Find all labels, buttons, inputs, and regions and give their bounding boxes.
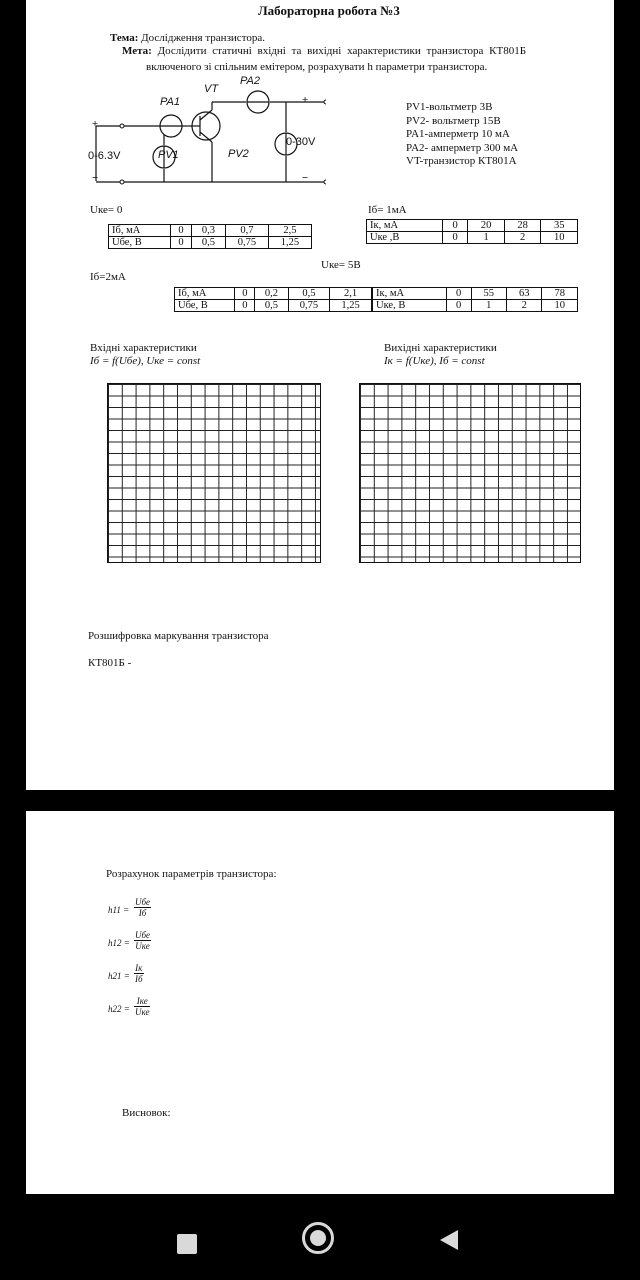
table-row — [367, 220, 578, 232]
triangle-back-icon — [432, 1224, 466, 1258]
output-table-ib2 — [372, 287, 578, 312]
decode-line: КТ801Б - — [88, 657, 132, 669]
table-cell: 0,7 — [226, 225, 269, 237]
h22-numerator: Iке — [134, 996, 150, 1007]
h21-denominator: Iб — [135, 974, 143, 984]
table-cell: 1,25 — [330, 300, 372, 312]
h11-numerator: Uбе — [135, 897, 151, 907]
table-row — [175, 288, 372, 300]
table-cell: 20 — [468, 220, 505, 232]
table-cell: Uке, В — [373, 300, 447, 312]
input-table-uke0 — [108, 224, 312, 249]
table-cell: 55 — [471, 288, 506, 300]
input-char-formula: Iб = f(Uбе), Uке = const — [90, 355, 201, 367]
table-cell: 28 — [504, 220, 541, 232]
goal-text-2: включеного зі спільним емітером, розрахувати h параметри транзистора. — [146, 61, 488, 73]
table-cell: 0 — [171, 225, 192, 237]
table-cell: 10 — [542, 300, 578, 312]
legend-item: PA1-амперметр 10 мА — [406, 128, 510, 140]
table-cell: 0 — [442, 220, 468, 232]
square-recents-icon — [177, 1234, 197, 1254]
table-cell: Uбе, В — [109, 237, 171, 249]
page-title: Лабораторна робота №3 — [258, 3, 400, 18]
table-cell: 0 — [442, 232, 468, 244]
android-navigation-bar — [0, 1194, 640, 1280]
pa2-label: PA2 — [240, 75, 260, 87]
legend-item: PA2- амперметр 300 мА — [406, 141, 519, 154]
table-row — [367, 232, 578, 244]
table-cell: 2,5 — [268, 225, 311, 237]
table-cell: 0,2 — [255, 288, 288, 300]
h11-fraction — [134, 897, 151, 918]
calc-title: Розрахунок параметрів транзистора: — [106, 868, 277, 880]
ib1-label: Іб= 1мА — [368, 204, 407, 216]
home-button[interactable] — [300, 1220, 340, 1260]
h21-numerator: Iк — [135, 963, 143, 973]
h12-lhs: h12 = — [108, 938, 130, 948]
h12-numerator: Uбе — [135, 930, 151, 940]
table-cell: Іб, мА — [175, 288, 235, 300]
table-cell: Ік, мА — [367, 220, 443, 232]
back-button[interactable] — [432, 1224, 466, 1258]
table-cell: 0 — [446, 288, 471, 300]
topic-label: Тема: — [110, 32, 139, 44]
output-characteristic-grid — [359, 383, 581, 563]
table-cell: 35 — [541, 220, 578, 232]
document-page-2 — [26, 811, 614, 1194]
table-cell: 1,25 — [268, 237, 311, 249]
plus-terminal-2: + — [302, 94, 309, 106]
goal-line-1 — [122, 45, 526, 57]
table-cell: 0,5 — [255, 300, 288, 312]
table-cell: 0,3 — [191, 225, 225, 237]
input-char-title: Вхідні характеристики — [90, 342, 197, 354]
decode-title: Розшифровка маркування транзистора — [88, 630, 269, 642]
table-cell: Uке ,В — [367, 232, 443, 244]
document-page-1 — [26, 0, 614, 790]
uke0-label: Uке= 0 — [90, 204, 123, 216]
uke5-label: Uке= 5В — [321, 259, 361, 271]
table-cell: 0,75 — [226, 237, 269, 249]
output-table-ib1 — [366, 219, 578, 244]
table-cell: 0 — [235, 300, 255, 312]
source1-voltage-label: 0-6.3V — [88, 150, 121, 162]
vt-label: VT — [204, 83, 219, 95]
output-char-title: Вихідні характеристики — [384, 342, 497, 354]
table-cell: 2 — [504, 232, 541, 244]
table-cell: 78 — [542, 288, 578, 300]
table-row — [109, 237, 312, 249]
h11-denominator: Iб — [138, 908, 147, 918]
table-row — [373, 300, 578, 312]
table-cell: 0 — [446, 300, 471, 312]
equipment-legend — [406, 101, 518, 169]
goal-label: Мета: — [122, 45, 152, 57]
goal-text-1: Дослідити статичні вхідні та вихідні характеристики транзистора КТ801Б — [157, 45, 527, 57]
table-row — [109, 225, 312, 237]
topic-line — [110, 32, 265, 44]
input-characteristic-grid — [107, 383, 321, 563]
table-row — [373, 288, 578, 300]
table-cell: Uбе, В — [175, 300, 235, 312]
recents-button[interactable] — [170, 1227, 204, 1261]
table-cell: Іб, мА — [109, 225, 171, 237]
h22-lhs: h22 = — [108, 1004, 130, 1014]
topic-text: Дослідження транзистора. — [141, 32, 265, 44]
h12-denominator: Uке — [135, 941, 150, 951]
table-cell: 0 — [235, 288, 255, 300]
table-cell: Ік, мА — [373, 288, 447, 300]
table-cell: 0,5 — [191, 237, 225, 249]
input-table-uke5 — [174, 287, 372, 312]
table-row — [175, 300, 372, 312]
h21-fraction — [134, 963, 144, 984]
table-cell: 63 — [507, 288, 542, 300]
ib2-label: Іб=2мА — [90, 271, 126, 283]
table-cell: 0 — [171, 237, 192, 249]
legend-item: PV1-вольтметр 3В — [406, 101, 493, 113]
h11-lhs: h11 = — [108, 905, 130, 915]
table-cell: 1 — [471, 300, 506, 312]
pv1-label: PV1 — [158, 149, 179, 161]
h22-fraction — [134, 996, 150, 1017]
table-cell: 2,1 — [330, 288, 372, 300]
minus-terminal-2: − — [302, 172, 309, 184]
output-char-formula: Iк = f(Uке), Іб = const — [384, 355, 485, 367]
table-cell: 0,75 — [288, 300, 330, 312]
table-cell: 10 — [541, 232, 578, 244]
legend-item: PV2- вольтметр 15В — [406, 114, 501, 127]
minus-terminal-1: − — [92, 172, 99, 184]
legend-item: VT-транзистор КТ801А — [406, 155, 517, 167]
plus-terminal-1: + — [92, 118, 99, 130]
table-cell: 2 — [507, 300, 542, 312]
table-cell: 0,5 — [288, 288, 330, 300]
source2-voltage-label: 0-30V — [286, 136, 316, 148]
pv2-label: PV2 — [228, 148, 249, 160]
h22-denominator: Uке — [135, 1007, 150, 1017]
h12-fraction — [134, 930, 151, 951]
pa1-label: PA1 — [160, 96, 180, 108]
circle-home-icon — [302, 1222, 334, 1254]
table-cell: 1 — [468, 232, 505, 244]
h21-lhs: h21 = — [108, 971, 130, 981]
conclusion-label: Висновок: — [122, 1107, 171, 1119]
